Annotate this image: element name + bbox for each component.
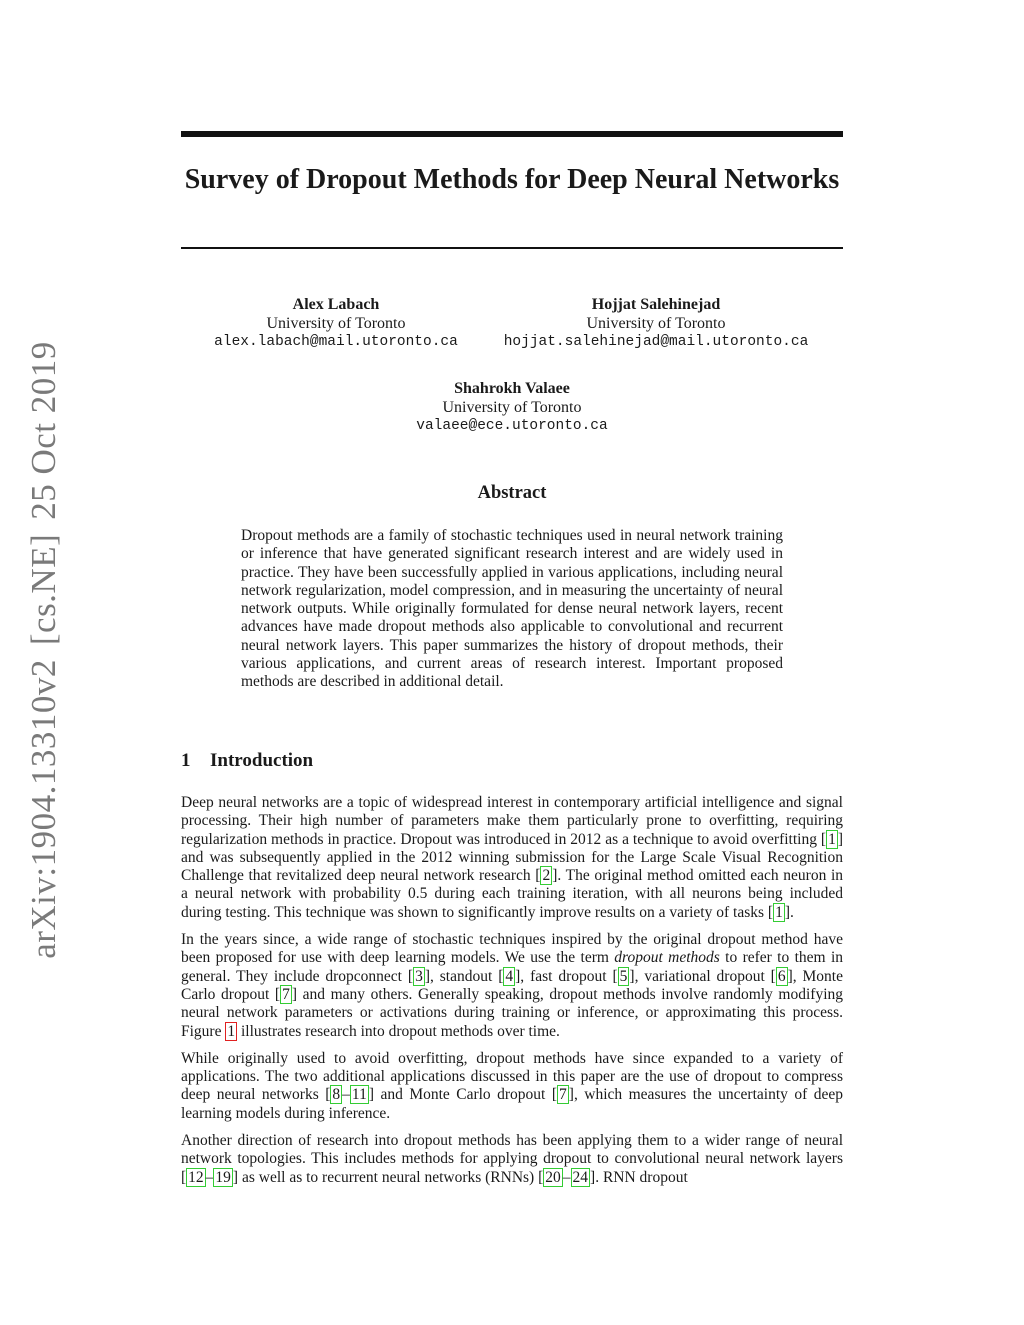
citation-link[interactable]: 7: [559, 1086, 567, 1104]
citation-link[interactable]: 5: [619, 967, 628, 985]
citation-link[interactable]: 4: [505, 967, 514, 985]
abstract-heading: Abstract: [477, 483, 547, 503]
section-number: 1: [181, 750, 191, 771]
body-text: [181, 794, 843, 1196]
citation-link[interactable]: 8: [332, 1086, 341, 1104]
paragraph: Deep neural networks are a topic of widespread interest in contemporary artificial intelligence and signal processing. Their high number of parameters make them particularly prone to overfitting, requiring regularization methods in practice. Dropout was introduced in 2012 as a technique to avoid overfitting [ 1 ] and was subsequently applied in the 2012 winning submission for the Large Scale Visual Recognition Challenge that revitalized deep neural network research [ 2 ]. The original method omitted each neuron in a neural network with probability 0.5 during each training iteration, with all neurons being included during testing. This technique was shown to significantly improve results on a variety of tasks [ 1 ].: [181, 794, 843, 921]
arxiv-category: [cs.NE]: [24, 533, 63, 646]
author-affiliation: University of Toronto: [266, 314, 406, 332]
section-title: Introduction: [210, 750, 314, 771]
citation-link[interactable]: 3: [415, 967, 423, 985]
author-block-3: [362, 380, 662, 436]
paragraph: Another direction of research into dropout methods has been applying them to a wider range of neural network topologies. This includes methods for applying dropout to convolutional neural network layers [ 12 – 19 ] as well as to recurrent neural networks (RNNs) [ 20 – 24 ]. RNN dropout: [181, 1132, 843, 1186]
emphasis: dropout methods: [614, 949, 720, 967]
citation-link[interactable]: 19: [215, 1168, 231, 1186]
section-heading: [181, 750, 313, 772]
author-name: Alex Labach: [292, 296, 380, 313]
paragraph: In the years since, a wide range of stochastic techniques inspired by the original dropout method have been proposed for use with deep learning models. We use the term dropout methods to refer to them in general. They include dropconnect [ 3 ], standout [ 4 ], fast dropout [ 5 ], variational dropout [ 6 ], Monte Carlo dropout [ 7 ] and many others. Generally speaking, dropout methods involve randomly modifying neural network parameters or activations during training or inference, or approximating this process. Figure 1 illustrates research into dropout methods over time.: [181, 931, 843, 1040]
paragraph: While originally used to avoid overfitting, dropout methods have since expanded to a variety of applications. The two additional applications discussed in this paper are the use of dropout to compress deep neural networks [ 8 – 11 ] and Monte Carlo dropout [ 7 ], which measures the uncertainty of deep learning models during inference.: [181, 1049, 843, 1122]
paper-title: Survey of Dropout Methods for Deep Neural Networks: [184, 164, 840, 195]
author-block-1: [186, 296, 486, 352]
author-block-2: [486, 296, 826, 352]
title-bottom-rule: [181, 247, 843, 249]
citation-link[interactable]: 1: [775, 903, 783, 921]
author-email: alex.labach@mail.utoronto.ca: [214, 334, 458, 350]
arxiv-date: 25 Oct 2019: [24, 341, 63, 520]
arxiv-identifier-stamp: [24, 334, 64, 966]
arxiv-id: arXiv:1904.13310v2: [24, 659, 63, 959]
citation-link[interactable]: 2: [542, 867, 551, 885]
citation-link[interactable]: 1: [828, 830, 836, 848]
citation-link[interactable]: 6: [777, 967, 786, 985]
figure-link[interactable]: 1: [227, 1022, 236, 1040]
author-email: hojjat.salehinejad@mail.utoronto.ca: [503, 334, 809, 350]
author-name: Hojjat Salehinejad: [591, 296, 721, 313]
citation-link[interactable]: 24: [572, 1168, 589, 1186]
title-top-rule: [181, 131, 843, 137]
author-email: valaee@ece.utoronto.ca: [416, 418, 608, 434]
author-name: Shahrokh Valaee: [454, 380, 570, 397]
abstract-text: Dropout methods are a family of stochastic techniques used in neural network training or inference that have generated significant research interest and are widely used in practice. They have been successfully applied in various applications, including neural network regularization, model compression, and in measuring the uncertainty of neural network outputs. While originally formulated for dense neural network layers, recent advances have made dropout methods also applicable to convolutional and recurrent neural network layers. This paper summarizes the history of dropout methods, their various applications, and current areas of research interest. Important proposed methods are described in additional detail.: [241, 527, 783, 691]
author-affiliation: University of Toronto: [442, 398, 582, 416]
citation-link[interactable]: 20: [545, 1168, 561, 1186]
citation-link[interactable]: 11: [351, 1086, 367, 1104]
citation-link[interactable]: 12: [188, 1168, 204, 1186]
author-affiliation: University of Toronto: [586, 314, 726, 332]
citation-link[interactable]: 7: [282, 985, 290, 1003]
